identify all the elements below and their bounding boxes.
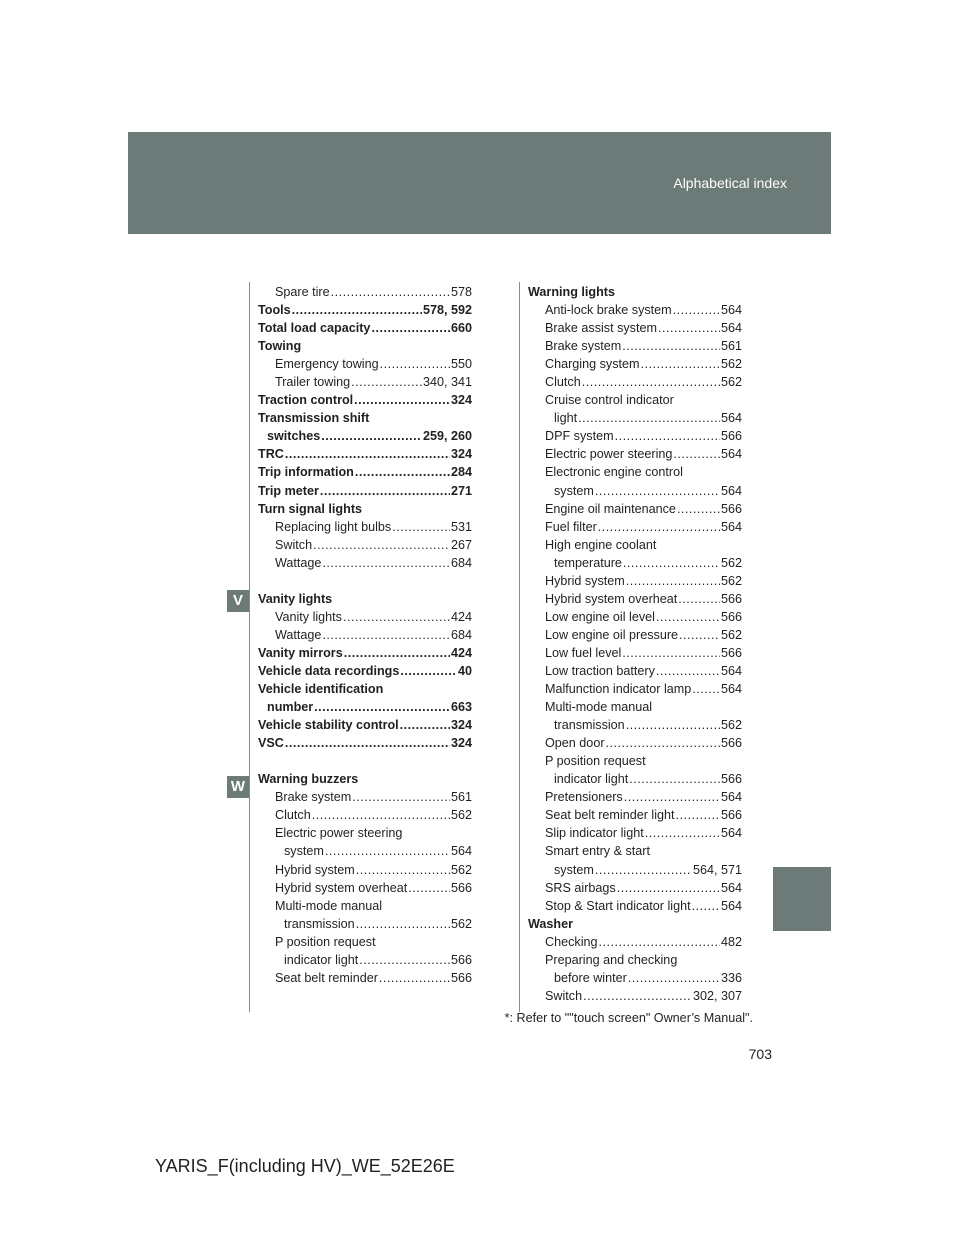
- index-entry-page: 562: [720, 627, 742, 642]
- index-entry-page: 424: [450, 645, 472, 660]
- leader-dots: [351, 373, 422, 391]
- leader-dots: [673, 445, 720, 463]
- index-entry: [258, 788, 472, 806]
- index-entry: [528, 680, 742, 698]
- leader-dots: [292, 301, 422, 319]
- leader-dots: [628, 969, 720, 987]
- leader-dots: [331, 283, 450, 301]
- index-entry: [528, 662, 742, 680]
- index-entry-label: Slip indicator light: [545, 826, 644, 841]
- index-entry-page: 324: [450, 736, 472, 751]
- index-entry-label: Low engine oil pressure: [545, 627, 679, 642]
- leader-dots: [622, 644, 720, 662]
- leader-dots: [392, 518, 450, 536]
- index-entry: [528, 608, 742, 626]
- index-entry-label: switches: [267, 429, 321, 444]
- index-entry-label: light: [554, 411, 578, 426]
- index-entry-page: 561: [720, 339, 742, 354]
- index-entry-label: Electric power steering: [545, 447, 673, 462]
- index-entry-page: 566: [720, 591, 742, 606]
- index-entry-label: Wattage: [275, 555, 322, 570]
- index-entry-label: Seat belt reminder light: [545, 808, 675, 823]
- leader-dots: [599, 933, 720, 951]
- index-entry-label: Vehicle identification: [258, 682, 384, 697]
- index-entry: [528, 770, 742, 788]
- index-entry-page: 684: [450, 555, 472, 570]
- letter-tab-w: W: [227, 776, 249, 798]
- index-entry-label: temperature: [554, 555, 622, 570]
- index-entry-page: 564: [720, 682, 742, 697]
- index-entry-label: Charging system: [545, 357, 640, 372]
- index-entry: [528, 518, 742, 536]
- index-entry: [528, 897, 742, 915]
- index-entry-label: Pretensioners: [545, 790, 623, 805]
- side-thumb-tab: [773, 867, 831, 931]
- leader-dots: [356, 915, 450, 933]
- leader-dots: [656, 662, 720, 680]
- leader-dots: [371, 319, 450, 337]
- index-entry-label: transmission: [554, 718, 625, 733]
- index-entry-label: Transmission shift: [258, 411, 370, 426]
- index-entry-label: Switch: [545, 988, 583, 1003]
- index-entry: [528, 482, 742, 500]
- index-entry-page: 564: [720, 790, 742, 805]
- leader-dots: [400, 716, 450, 734]
- index-entry: [528, 283, 742, 301]
- leader-dots: [321, 427, 422, 445]
- index-entry: [528, 590, 742, 608]
- index-entry-page: 564: [720, 411, 742, 426]
- index-entry-label: Vanity lights: [275, 609, 342, 624]
- index-entry: [258, 806, 472, 824]
- index-entry-page: 564: [720, 880, 742, 895]
- leader-dots: [656, 608, 720, 626]
- index-entry-label: Checking: [545, 934, 598, 949]
- index-entry-label: Traction control: [258, 393, 354, 408]
- index-entry-page: 340, 341: [422, 375, 472, 390]
- index-entry-page: 302, 307: [692, 988, 742, 1003]
- index-entry-page: 562: [720, 573, 742, 588]
- index-entry-page: 284: [450, 465, 472, 480]
- leader-dots: [626, 716, 720, 734]
- index-entry-label: Warning lights: [528, 285, 615, 299]
- index-entry-page: 324: [450, 393, 472, 408]
- index-entry: [528, 734, 742, 752]
- index-entry-label: Brake assist system: [545, 321, 657, 336]
- index-entry: [528, 500, 742, 518]
- leader-dots: [598, 518, 720, 536]
- leader-dots: [583, 987, 692, 1005]
- leader-dots: [379, 969, 450, 987]
- index-entry-label: P position request: [275, 934, 376, 949]
- leader-dots: [624, 788, 720, 806]
- index-entry: [258, 482, 472, 500]
- index-entry-page: 562: [720, 375, 742, 390]
- index-entry-page: 324: [450, 447, 472, 462]
- leader-dots: [617, 879, 720, 897]
- leader-dots: [658, 319, 720, 337]
- index-entry: [258, 698, 472, 716]
- index-entry-label: Stop & Start indicator light: [545, 898, 691, 913]
- index-entry-label: Clutch: [275, 808, 311, 823]
- index-entry-label: Vanity mirrors: [258, 645, 343, 660]
- index-entry: [528, 752, 742, 770]
- index-entry-page: 562: [450, 808, 472, 823]
- leader-dots: [677, 500, 720, 518]
- index-entry: [528, 987, 742, 1005]
- index-spacer: [258, 572, 472, 590]
- index-entry: [258, 319, 472, 337]
- index-entry-label: Towing: [258, 339, 302, 354]
- index-entry-page: 564: [720, 447, 742, 462]
- leader-dots: [578, 409, 720, 427]
- index-entry-page: 564: [720, 663, 742, 678]
- index-entry-page: 562: [450, 862, 472, 877]
- index-entry-page: 566: [720, 501, 742, 516]
- index-entry-label: Total load capacity: [258, 321, 371, 336]
- index-entry-label: Trip meter: [258, 483, 319, 498]
- index-entry-label: P position request: [545, 754, 646, 769]
- index-entry-label: Emergency towing: [275, 357, 379, 372]
- index-entry: [258, 897, 472, 915]
- index-entry-label: Smart entry & start: [545, 844, 650, 859]
- index-entry: [528, 698, 742, 716]
- column-divider-middle: [519, 282, 520, 1012]
- index-entry-label: Tools: [258, 303, 291, 318]
- index-entry-page: 259, 260: [422, 429, 472, 444]
- index-entry-label: SRS airbags: [545, 880, 616, 895]
- index-entry-page: 564: [720, 303, 742, 318]
- index-entry-page: 663: [450, 700, 472, 715]
- index-entry-page: 562: [720, 357, 742, 372]
- index-entry-label: Vanity lights: [258, 591, 333, 606]
- leader-dots: [400, 662, 457, 680]
- index-entry: [528, 463, 742, 481]
- index-entry-page: 561: [450, 790, 472, 805]
- index-entry: [258, 770, 472, 788]
- index-entry: [528, 879, 742, 897]
- index-entry-label: Brake system: [275, 790, 352, 805]
- index-entry: [528, 951, 742, 969]
- leader-dots: [678, 590, 720, 608]
- leader-dots: [692, 897, 720, 915]
- index-entry-label: Trip information: [258, 465, 354, 480]
- index-entry-label: Turn signal lights: [258, 501, 363, 516]
- index-entry: [528, 806, 742, 824]
- index-entry-label: system: [284, 844, 324, 859]
- index-entry: [528, 427, 742, 445]
- index-entry: [528, 301, 742, 319]
- index-entry-page: 267: [450, 537, 472, 552]
- index-spacer: [258, 752, 472, 770]
- index-entry: [258, 915, 472, 933]
- leader-dots: [285, 445, 450, 463]
- leader-dots: [595, 482, 720, 500]
- index-entry: [258, 355, 472, 373]
- index-entry: [258, 824, 472, 842]
- index-entry-page: 40: [457, 663, 472, 678]
- index-entry-label: Replacing light bulbs: [275, 519, 392, 534]
- index-entry: [258, 463, 472, 481]
- index-entry-label: indicator light: [554, 772, 629, 787]
- leader-dots: [312, 806, 450, 824]
- index-column-left: [258, 283, 472, 987]
- leader-dots: [623, 554, 720, 572]
- index-entry-page: 566: [450, 952, 472, 967]
- index-entry: [258, 879, 472, 897]
- leader-dots: [615, 427, 720, 445]
- index-entry: [258, 951, 472, 969]
- index-entry: [258, 644, 472, 662]
- index-entry: [528, 536, 742, 554]
- index-entry: [258, 590, 472, 608]
- leader-dots: [380, 355, 450, 373]
- index-entry: [528, 355, 742, 373]
- index-entry-label: DPF system: [545, 429, 614, 444]
- index-entry-label: Vehicle stability control: [258, 718, 399, 733]
- leader-dots: [355, 463, 450, 481]
- index-entry: [258, 391, 472, 409]
- index-entry-label: High engine coolant: [545, 537, 657, 552]
- leader-dots: [354, 391, 450, 409]
- leader-dots: [692, 680, 720, 698]
- index-entry-page: 564: [450, 844, 472, 859]
- index-entry-page: 566: [720, 429, 742, 444]
- index-entry: [258, 301, 472, 319]
- index-entry-page: 564: [720, 483, 742, 498]
- section-title: Alphabetical index: [673, 175, 787, 191]
- footnote: *: Refer to ""touch screen" Owner’s Manual".: [504, 1011, 753, 1025]
- index-entry-label: Spare tire: [275, 285, 330, 299]
- index-entry-page: 564: [720, 519, 742, 534]
- index-entry-label: Warning buzzers: [258, 772, 359, 787]
- index-entry-label: Brake system: [545, 339, 622, 354]
- index-entry-label: Open door: [545, 736, 605, 751]
- index-entry: [528, 409, 742, 427]
- index-entry-page: 562: [720, 555, 742, 570]
- leader-dots: [314, 698, 450, 716]
- index-entry: [528, 644, 742, 662]
- index-entry-label: Hybrid system overheat: [545, 591, 678, 606]
- index-entry-page: 271: [450, 483, 472, 498]
- index-entry-label: Multi-mode manual: [275, 898, 383, 913]
- index-entry: [528, 915, 742, 933]
- index-entry: [528, 391, 742, 409]
- leader-dots: [679, 626, 720, 644]
- index-entry: [528, 373, 742, 391]
- index-entry-page: 566: [720, 609, 742, 624]
- index-entry: [528, 572, 742, 590]
- leader-dots: [676, 806, 720, 824]
- index-entry-label: number: [267, 700, 314, 715]
- index-entry-page: 531: [450, 519, 472, 534]
- index-entry: [528, 933, 742, 951]
- index-entry-label: Electric power steering: [275, 826, 403, 841]
- leader-dots: [582, 373, 720, 391]
- index-entry-page: 566: [450, 880, 472, 895]
- index-entry-page: 566: [720, 808, 742, 823]
- index-entry-label: TRC: [258, 447, 284, 462]
- index-entry-label: Anti-lock brake system: [545, 303, 672, 318]
- index-entry-page: 482: [720, 934, 742, 949]
- index-entry: [258, 969, 472, 987]
- index-entry: [258, 536, 472, 554]
- index-entry: [258, 861, 472, 879]
- index-entry-label: system: [554, 862, 594, 877]
- index-entry: [258, 500, 472, 518]
- leader-dots: [356, 861, 450, 879]
- leader-dots: [320, 482, 450, 500]
- index-entry-label: Washer: [528, 916, 574, 931]
- index-entry-page: 578, 592: [422, 303, 472, 318]
- index-entry-label: Low fuel level: [545, 645, 622, 660]
- index-entry-page: 566: [720, 736, 742, 751]
- index-entry: [528, 337, 742, 355]
- index-entry-page: 566: [720, 645, 742, 660]
- leader-dots: [313, 536, 450, 554]
- leader-dots: [645, 824, 720, 842]
- index-entry-page: 578: [450, 285, 472, 299]
- index-entry: [258, 842, 472, 860]
- leader-dots: [322, 626, 450, 644]
- index-entry-label: Preparing and checking: [545, 952, 678, 967]
- index-entry: [258, 680, 472, 698]
- letter-tab-v: V: [227, 590, 249, 612]
- leader-dots: [343, 608, 450, 626]
- index-column-right: [528, 283, 742, 1005]
- index-entry: [258, 337, 472, 355]
- index-entry-label: Low traction battery: [545, 663, 655, 678]
- index-entry: [528, 861, 742, 879]
- index-entry: [258, 445, 472, 463]
- index-entry: [528, 626, 742, 644]
- index-entry-label: Hybrid system overheat: [275, 880, 408, 895]
- index-entry: [258, 283, 472, 301]
- index-entry-page: 660: [450, 321, 472, 336]
- index-entry-label: Hybrid system: [545, 573, 625, 588]
- leader-dots: [285, 734, 450, 752]
- index-entry-label: indicator light: [284, 952, 359, 967]
- index-entry: [258, 626, 472, 644]
- index-entry-page: 684: [450, 627, 472, 642]
- index-entry-page: 550: [450, 357, 472, 372]
- index-entry: [528, 554, 742, 572]
- index-entry-page: 562: [720, 718, 742, 733]
- column-divider-left: [249, 282, 250, 1012]
- index-entry-label: VSC: [258, 736, 284, 751]
- index-entry-label: before winter: [554, 970, 627, 985]
- page-number: 703: [748, 1046, 772, 1062]
- index-entry-page: 564: [720, 898, 742, 913]
- index-entry-page: 566: [720, 772, 742, 787]
- index-entry-label: Malfunction indicator lamp: [545, 682, 692, 697]
- index-entry-page: 566: [450, 970, 472, 985]
- index-entry-page: 564: [720, 321, 742, 336]
- index-entry: [528, 716, 742, 734]
- index-entry: [528, 445, 742, 463]
- index-entry-label: Vehicle data recordings: [258, 663, 400, 678]
- index-entry: [528, 824, 742, 842]
- index-entry-label: Engine oil maintenance: [545, 501, 676, 516]
- index-entry: [258, 608, 472, 626]
- leader-dots: [322, 554, 450, 572]
- header-band: [128, 132, 831, 234]
- leader-dots: [359, 951, 450, 969]
- index-entry-label: Switch: [275, 537, 313, 552]
- index-entry: [528, 969, 742, 987]
- index-entry-page: 336: [720, 970, 742, 985]
- index-entry-label: Multi-mode manual: [545, 700, 653, 715]
- index-entry-label: Trailer towing: [275, 375, 351, 390]
- index-entry: [258, 716, 472, 734]
- index-entry: [528, 319, 742, 337]
- leader-dots: [673, 301, 720, 319]
- leader-dots: [595, 861, 692, 879]
- index-entry: [258, 409, 472, 427]
- index-entry-label: Wattage: [275, 627, 322, 642]
- index-entry-page: 324: [450, 718, 472, 733]
- index-entry: [258, 933, 472, 951]
- index-entry-label: system: [554, 483, 594, 498]
- index-entry-label: Cruise control indicator: [545, 393, 674, 408]
- index-entry: [258, 734, 472, 752]
- index-entry: [258, 427, 472, 445]
- index-entry-label: transmission: [284, 916, 355, 931]
- document-code: YARIS_F(including HV)_WE_52E26E: [155, 1156, 455, 1176]
- index-entry-page: 564: [720, 826, 742, 841]
- index-entry: [258, 554, 472, 572]
- index-entry-label: Electronic engine control: [545, 465, 683, 480]
- index-entry-page: 562: [450, 916, 472, 931]
- leader-dots: [606, 734, 720, 752]
- leader-dots: [629, 770, 720, 788]
- index-entry: [258, 373, 472, 391]
- index-entry-label: Low engine oil level: [545, 609, 655, 624]
- index-entry-page: 564, 571: [692, 862, 742, 877]
- leader-dots: [352, 788, 450, 806]
- index-entry: [258, 662, 472, 680]
- leader-dots: [641, 355, 720, 373]
- index-entry: [258, 518, 472, 536]
- leader-dots: [408, 879, 450, 897]
- leader-dots: [626, 572, 720, 590]
- index-entry-label: Clutch: [545, 375, 581, 390]
- leader-dots: [622, 337, 720, 355]
- index-entry-label: Seat belt reminder: [275, 970, 378, 985]
- index-entry-page: 424: [450, 609, 472, 624]
- index-entry: [528, 788, 742, 806]
- index-entry-label: Hybrid system: [275, 862, 355, 877]
- leader-dots: [325, 842, 450, 860]
- index-entry: [528, 842, 742, 860]
- leader-dots: [344, 644, 450, 662]
- index-entry-label: Fuel filter: [545, 519, 597, 534]
